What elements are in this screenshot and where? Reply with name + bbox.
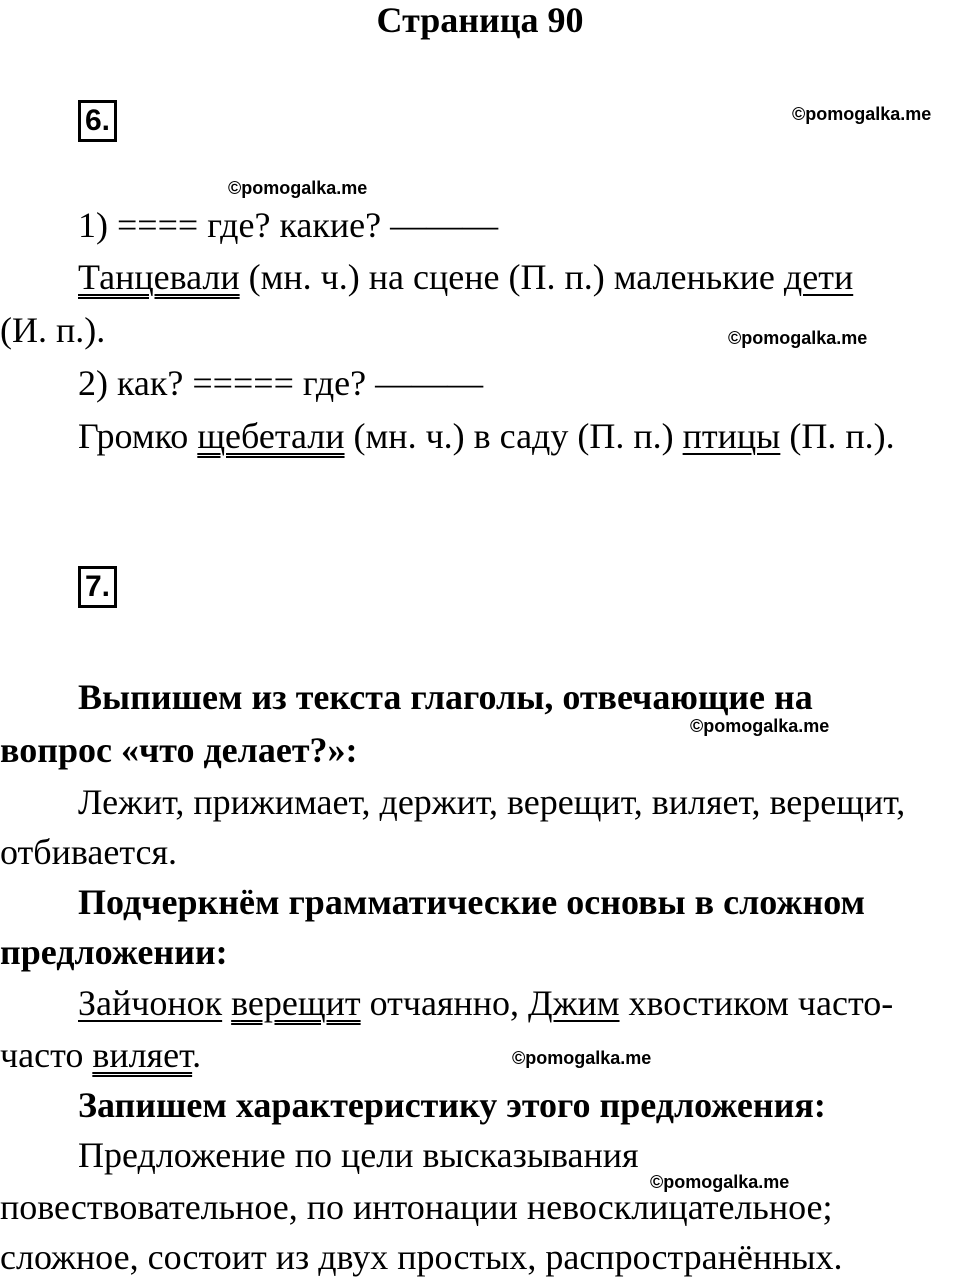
watermark: ©pomogalka.me (650, 1172, 790, 1192)
subject: Джим (528, 983, 620, 1023)
characteristic-line1: Предложение по цели высказывания (78, 1135, 639, 1175)
characteristic-line2: повествовательное, по интонации невосклицательное; (0, 1187, 833, 1227)
complex-sentence-line1 (78, 983, 893, 1023)
subject: птицы (682, 416, 781, 456)
task-number-7: 7. (78, 566, 117, 608)
verbs-line1: Лежит, прижимает, держит, верещит, виляет, верещит, (78, 782, 906, 822)
text: (мн. ч.) на сцене (П. п.) маленькие (239, 257, 784, 297)
heading-verbs-line2: вопрос «что делает?»: (0, 730, 358, 770)
predicate: щебетали (197, 416, 345, 456)
predicate: верещит (231, 983, 361, 1023)
text: часто (0, 1035, 93, 1075)
heading-basis-line1: Подчеркнём грамматические основы в сложном (78, 882, 866, 922)
watermark: ©pomogalka.me (690, 716, 830, 736)
sentence-1-continuation: (И. п.). (0, 310, 106, 350)
verbs-line2: отбивается. (0, 832, 178, 872)
watermark: ©pomogalka.me (228, 178, 368, 198)
text: отчаянно, (360, 983, 529, 1023)
characteristic-line3: сложное, состоит из двух простых, распространённых. (0, 1237, 843, 1277)
scheme-1: 1) ==== где? какие? ——— (78, 205, 499, 245)
page-title: Страница 90 (376, 0, 584, 40)
watermark: ©pomogalka.me (728, 328, 868, 348)
sentence-1 (78, 257, 853, 297)
text: хвостиком часто- (619, 983, 894, 1023)
text: . (192, 1035, 202, 1075)
complex-sentence-line2 (0, 1035, 201, 1075)
scheme-2: 2) как? ===== где? ——— (78, 363, 484, 403)
text: (мн. ч.) в саду (П. п.) (344, 416, 683, 456)
heading-characteristic: Запишем характеристику этого предложения: (78, 1085, 826, 1125)
predicate: Танцевали (78, 257, 240, 297)
text: Громко (78, 416, 198, 456)
heading-verbs-line1: Выпишем из текста глаголы, отвечающие на (78, 677, 813, 717)
subject: Зайчонок (78, 983, 223, 1023)
text: (П. п.). (780, 416, 895, 456)
sentence-2 (78, 416, 895, 456)
watermark: ©pomogalka.me (512, 1048, 652, 1068)
subject: дети (783, 257, 854, 297)
watermark: ©pomogalka.me (792, 104, 932, 124)
predicate: виляет (92, 1035, 193, 1075)
text (222, 983, 231, 1023)
heading-basis-line2: предложении: (0, 932, 228, 972)
task-number-6: 6. (78, 100, 117, 142)
